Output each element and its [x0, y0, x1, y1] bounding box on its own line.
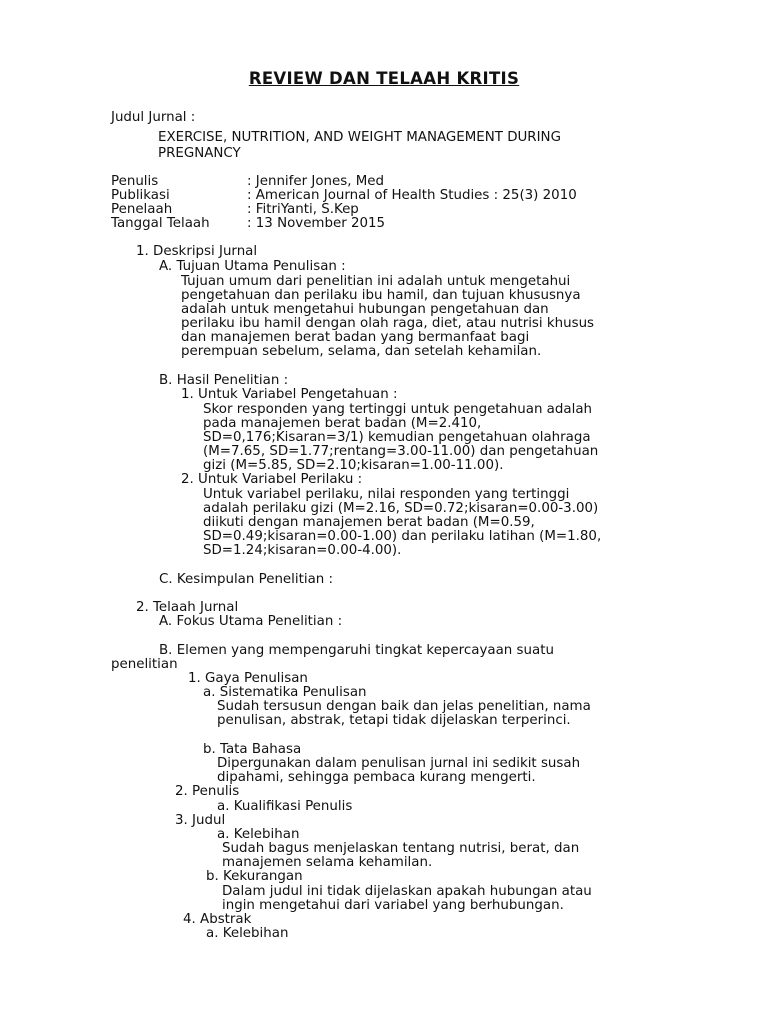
meta-label-reviewer: Penelaah — [111, 202, 173, 217]
meta-label-author: Penulis — [111, 174, 159, 189]
paragraph-line: Dalam judul ini tidak dijelaskan apakah hubungan atau — [222, 884, 592, 899]
paragraph-line: (M=7.65, SD=1.77;rentang=3.00-11.00) dan pengetahuan — [203, 444, 599, 459]
subsection-heading: 1. Untuk Variabel Pengetahuan : — [181, 387, 398, 402]
subsection-heading: 2. Untuk Variabel Perilaku : — [181, 472, 363, 487]
meta-label-publication: Publikasi — [111, 188, 170, 203]
section-2-heading: 2. Telaah Jurnal — [136, 600, 239, 615]
meta-value-publication: : American Journal of Health Studies : 25(3) 2010 — [247, 188, 577, 203]
section-1a-heading: A. Tujuan Utama Penulisan : — [159, 259, 346, 274]
paragraph-line: manajemen selama kehamilan. — [222, 855, 433, 870]
journal-title-line: PREGNANCY — [158, 146, 241, 161]
paragraph-line: pengetahuan dan perilaku ibu hamil, dan tujuan khususnya — [181, 288, 581, 303]
paragraph-line: diikuti dengan manajemen berat badan (M=0.59, — [203, 515, 535, 530]
paragraph-line: dan manajemen berat badan yang bermanfaat bagi — [181, 330, 530, 345]
paragraph-line: adalah perilaku gizi (M=2.16, SD=0.72;kisaran=0.00-3.00) — [203, 501, 599, 516]
point-heading: 1. Gaya Penulisan — [188, 671, 308, 686]
paragraph-line: pada manajemen berat badan (M=2.410, — [203, 416, 482, 431]
paragraph-line: perempuan sebelum, selama, dan setelah kehamilan. — [181, 344, 542, 359]
document-title: REVIEW DAN TELAAH KRITIS — [248, 69, 520, 88]
point-heading: 2. Penulis — [175, 784, 240, 799]
sub-point-heading: a. Kualifikasi Penulis — [217, 799, 353, 814]
section-1b-heading: B. Hasil Penelitian : — [159, 373, 289, 388]
paragraph-line: Tujuan umum dari penelitian ini adalah untuk mengetahui — [181, 274, 571, 289]
paragraph-line: Sudah bagus menjelaskan tentang nutrisi, berat, dan — [222, 841, 580, 856]
meta-value-review-date: : 13 November 2015 — [247, 216, 386, 231]
sub-point-heading: a. Kelebihan — [217, 827, 300, 842]
paragraph-line: ingin mengetahui dari variabel yang berhubungan. — [222, 898, 564, 913]
section-2b-heading-cont: penelitian — [111, 657, 178, 672]
meta-label-review-date: Tanggal Telaah — [111, 216, 210, 231]
sub-point-heading: b. Tata Bahasa — [203, 742, 302, 757]
section-2b-heading: B. Elemen yang mempengaruhi tingkat kepercayaan suatu — [159, 643, 554, 658]
paragraph-line: penulisan, abstrak, tetapi tidak dijelaskan terperinci. — [217, 713, 571, 728]
paragraph-line: dipahami, sehingga pembaca kurang mengerti. — [217, 770, 536, 785]
paragraph-line: Dipergunakan dalam penulisan jurnal ini sedikit susah — [217, 756, 581, 771]
paragraph-line: Untuk variabel perilaku, nilai responden yang tertinggi — [203, 487, 570, 502]
section-1c-heading: C. Kesimpulan Penelitian : — [159, 572, 334, 587]
sub-point-heading: a. Kelebihan — [206, 926, 289, 941]
paragraph-line: SD=0,176;Kisaran=3/1) kemudian pengetahuan olahraga — [203, 430, 591, 445]
meta-value-reviewer: : FitriYanti, S.Kep — [247, 202, 359, 217]
point-heading: 4. Abstrak — [183, 912, 252, 927]
paragraph-line: SD=0.49;kisaran=0.00-1.00) dan perilaku latihan (M=1.80, — [203, 529, 602, 544]
journal-title-label: Judul Jurnal : — [111, 110, 196, 125]
sub-point-heading: a. Sistematika Penulisan — [203, 685, 367, 700]
paragraph-line: SD=1.24;kisaran=0.00-4.00). — [203, 543, 402, 558]
section-2a-heading: A. Fokus Utama Penelitian : — [159, 614, 343, 629]
meta-value-author: : Jennifer Jones, Med — [247, 174, 385, 189]
section-1-heading: 1. Deskripsi Jurnal — [136, 244, 258, 259]
journal-title-line: EXERCISE, NUTRITION, AND WEIGHT MANAGEMENT DURING — [158, 130, 561, 145]
paragraph-line: perilaku ibu hamil dengan olah raga, diet, atau nutrisi khusus — [181, 316, 595, 331]
sub-point-heading: b. Kekurangan — [206, 869, 303, 884]
paragraph-line: adalah untuk mengetahui hubungan pengetahuan dan — [181, 302, 549, 317]
paragraph-line: Sudah tersusun dengan baik dan jelas penelitian, nama — [217, 699, 591, 714]
paragraph-line: gizi (M=5.85, SD=2.10;kisaran=1.00-11.00). — [203, 458, 504, 473]
point-heading: 3. Judul — [175, 813, 226, 828]
paragraph-line: Skor responden yang tertinggi untuk pengetahuan adalah — [203, 402, 593, 417]
